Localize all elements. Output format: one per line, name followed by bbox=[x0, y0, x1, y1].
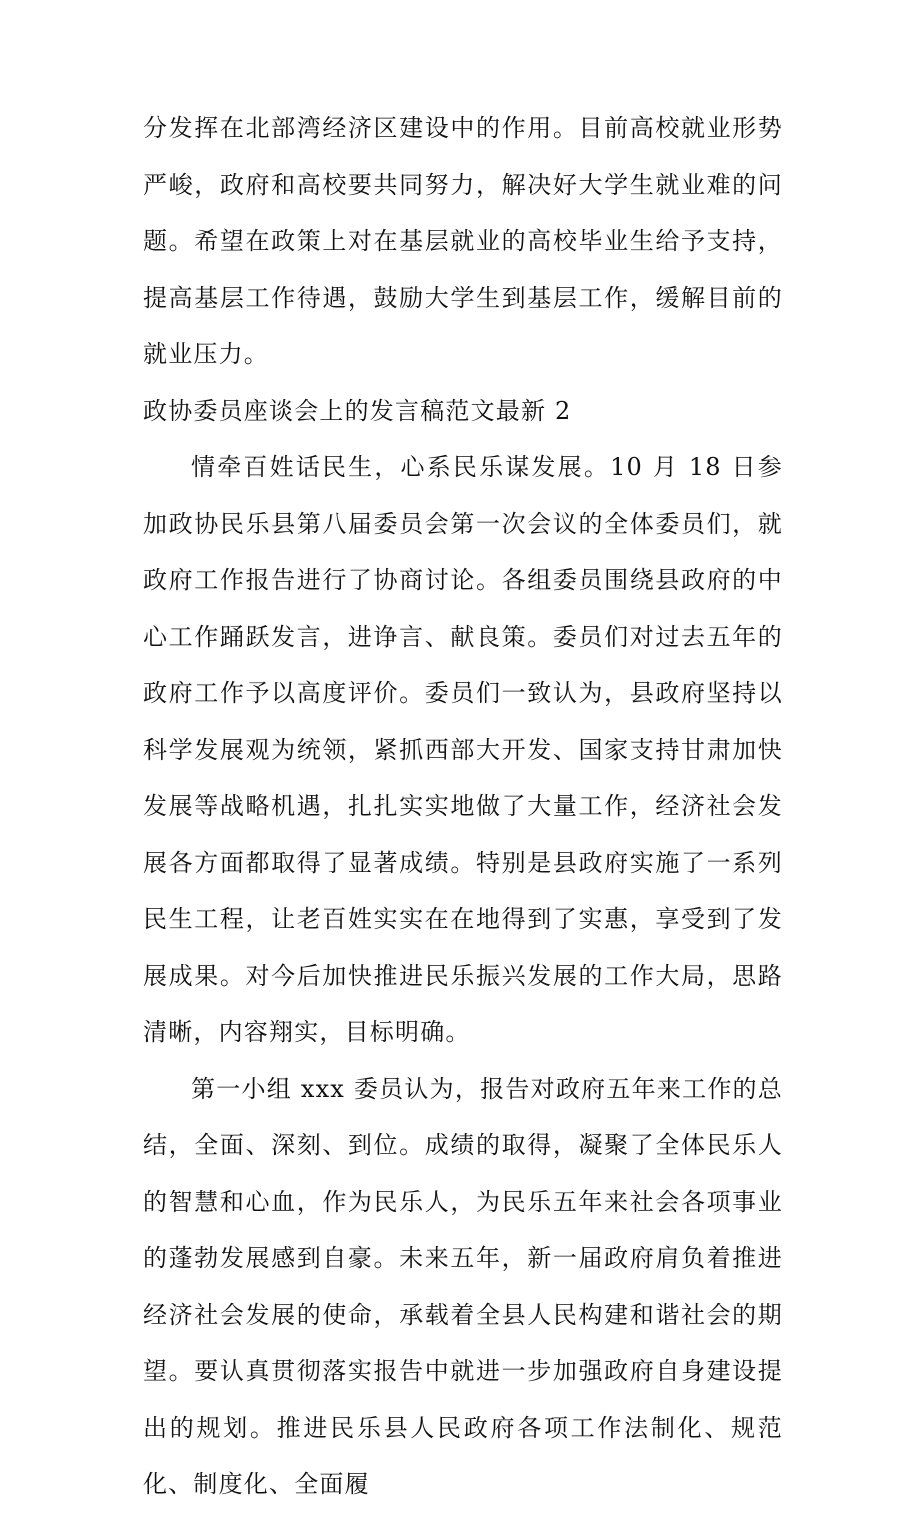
paragraph-continuation: 分发挥在北部湾经济区建设中的作用。目前高校就业形势严峻，政府和高校要共同努力，解决好大学生就业难的问题。希望在政策上对在基层就业的高校毕业生给予支持，提高基层工作待遇，鼓励大学生到基层工作，缓解目前的就业压力。 bbox=[143, 114, 783, 368]
document-body bbox=[143, 100, 783, 1513]
paragraph-first-group: 第一小组 xxx 委员认为，报告对政府五年来工作的总结，全面、深刻、到位。成绩的取得，凝聚了全体民乐人的智慧和心血，作为民乐人，为民乐五年来社会各项事业的蓬勃发展感到自豪。未来五年，新一届政府肩负着推进经济社会发展的使命，承载着全县人民构建和谐社会的期望。要认真贯彻落实报告中就进一步加强政府自身建设提出的规划。推进民乐县人民政府各项工作法制化、规范化、制度化、全面履 bbox=[143, 1074, 783, 1498]
paragraph-public-livelihood: 情牵百姓话民生，心系民乐谋发展。10 月 18 日参加政协民乐县第八届委员会第一次会议的全体委员们，就政府工作报告进行了协商讨论。各组委员围绕县政府的中心工作踊跃发言，进诤言、献良策。委员们对过去五年的政府工作予以高度评价。委员们一致认为，县政府坚持以科学发展观为统领，紧抓西部大开发、国家支持甘肃加快发展等战略机遇，扎扎实实地做了大量工作，经济社会发展各方面都取得了显著成绩。特别是县政府实施了一系列民生工程，让老百姓实实在在地得到了实惠，享受到了发展成果。对今后加快推进民乐振兴发展的工作大局，思路清晰，内容翔实，目标明确。 bbox=[143, 453, 783, 1046]
section-title: 政协委员座谈会上的发言稿范文最新 2 bbox=[143, 396, 572, 425]
